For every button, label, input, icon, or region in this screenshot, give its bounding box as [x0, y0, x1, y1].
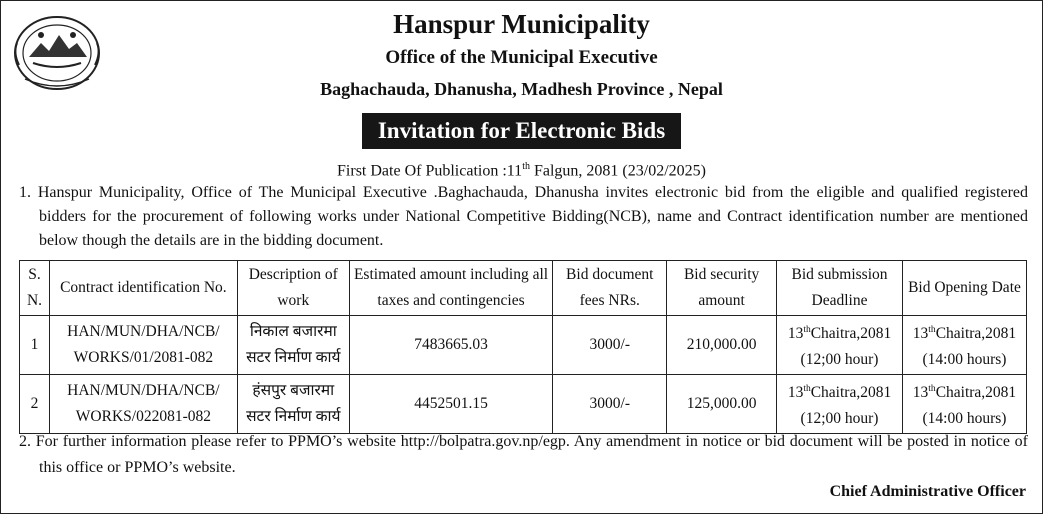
header-document-fees: Bid document fees NRs. [553, 261, 667, 316]
cell-submission-deadline: 13thChaitra,2081 (12;00 hour) [777, 375, 903, 434]
cell-bid-security: 125,000.00 [667, 375, 777, 434]
org-name: Hanspur Municipality [393, 9, 650, 39]
notice-title-banner: Invitation for Electronic Bids [362, 113, 681, 149]
table-header-row [20, 261, 1027, 316]
cell-contract-id: HAN/MUN/DHA/NCB/ WORKS/022081-082 [49, 375, 237, 434]
cell-bid-security: 210,000.00 [667, 316, 777, 375]
cell-document-fees: 3000/- [553, 375, 667, 434]
cell-contract-id: HAN/MUN/DHA/NCB/ WORKS/01/2081-082 [49, 316, 237, 375]
bids-table [19, 260, 1027, 434]
cell-submission-deadline: 13thChaitra,2081 (12;00 hour) [777, 316, 903, 375]
header-contract-id: Contract identification No. [49, 261, 237, 316]
header [1, 7, 1042, 103]
header-bid-security: Bid security amount [667, 261, 777, 316]
cell-estimated-amount: 7483665.03 [349, 316, 553, 375]
cell-description: हंसपुर बजारमा सटर निर्माण कार्य [237, 375, 349, 434]
cell-opening-date: 13thChaitra,2081 (14:00 hours) [902, 316, 1026, 375]
header-sn: S. N. [20, 261, 50, 316]
header-description: Description of work [237, 261, 349, 316]
header-submission-deadline: Bid submission Deadline [777, 261, 903, 316]
office-name: Office of the Municipal Executive [385, 47, 658, 68]
cell-sn: 1 [20, 316, 50, 375]
cell-opening-date: 13thChaitra,2081 (14:00 hours) [902, 375, 1026, 434]
table-row [20, 316, 1027, 375]
table-row [20, 375, 1027, 434]
address: Baghachauda, Dhanusha, Madhesh Province , Nepal [320, 79, 723, 99]
header-estimated-amount: Estimated amount including all taxes and contingencies [349, 261, 553, 316]
cell-sn: 2 [20, 375, 50, 434]
paragraph-1: 1. Hanspur Municipality, Office of The Municipal Executive .Baghachauda, Dhanusha invites electronic bid from the eligible and qualified registered bidders for the procurement of following works under National Competitive Bidding(NCB), name and Contract identification number are mentioned below though the details are in the bidding document. [19, 184, 1028, 249]
cell-description: निकाल बजारमा सटर निर्माण कार्य [237, 316, 349, 375]
publication-date: First Date Of Publication :11th Falgun, 2081 (23/02/2025) [337, 161, 706, 180]
header-opening-date: Bid Opening Date [902, 261, 1026, 316]
cell-document-fees: 3000/- [553, 316, 667, 375]
signature-title: Chief Administrative Officer [829, 483, 1026, 500]
paragraph-2: 2. For further information please refer to PPMO’s website http://bolpatra.gov.np/egp. Any amendment in notice or bid document will be posted in notice of this office or PPMO’s website. [19, 433, 1028, 476]
cell-estimated-amount: 4452501.15 [349, 375, 553, 434]
